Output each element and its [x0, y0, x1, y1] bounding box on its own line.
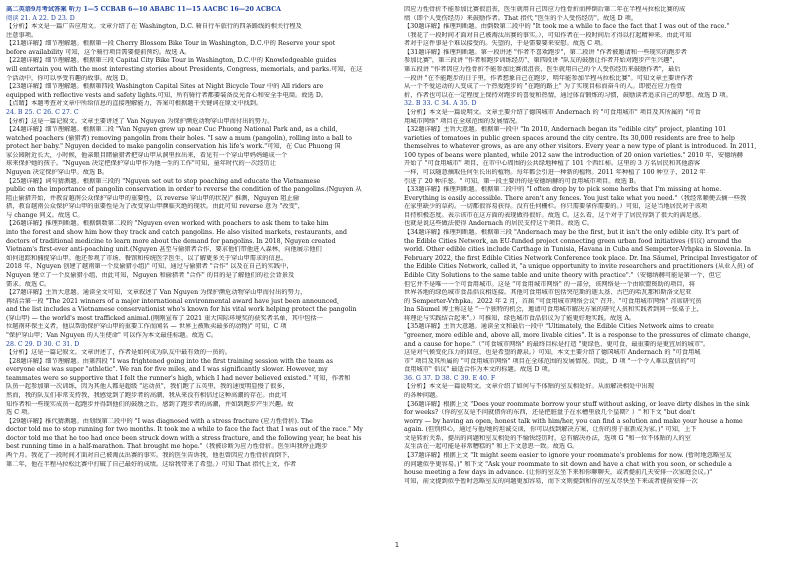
- right-text-line: 【分析】本文是一篇说明文。文章主要介绍了德国城市 Andernach 的 "可食用城市" 项目及其所属的 "可食: [404, 108, 701, 116]
- right-text-line: 一段讲 "在不能跑步的日子里，作者想象自己在跑步，明年能参加半程马拉松比赛"。可知文章主要讲作者: [404, 74, 693, 82]
- left-text-line: 【27题详解】主旨大意题。通读全文可知，文章叙述了 Van Nguyen 为保护濒危动物穿山甲而付出的努力，: [6, 289, 307, 297]
- right-text-line: 可知，前文提到似乎暂时忽略室友的问题更加容易，而下文则提到和你的室友尽快坐下来或者提前安排一次: [404, 477, 698, 485]
- right-text-line: worry — by having an open, honest talk with him/her, you can find a solution and make your house a home: [404, 417, 743, 425]
- left-text-line: 阅读 21. A 22. D 23. D: [6, 14, 75, 22]
- left-text-line: (穿山甲) — the world's most trafficked animal.(刚刚宣布了 2021 重大国际环境奖的获奖者名单，其中包括一: [6, 314, 323, 322]
- right-text-line: 这是对气候变化压力的回应，也是希望的源泉。）可知，本文主要介绍了德国城市 Andernach 的 "可食用城: [404, 349, 701, 357]
- left-text-line: 【分析】这是一篇记叙文。文章主要讲述了 Van Nguyen 为保护濒危动物穿山甲而付出的努力。: [6, 117, 274, 125]
- right-text-line: 世界各地的绿色城市食品倡议相连接。其他可食用城市包括突尼斯的迦太基、古巴的哈瓦那和斯洛文尼亚: [404, 289, 692, 297]
- right-text-line: 友生活在一起可能是非常糟糕的" 和上下文意思一致。故选 G。: [404, 443, 579, 451]
- left-text-line: 再结合第一段 "The 2021 winners of a major international environmental award have just been announced,: [6, 297, 340, 305]
- right-text-line: 将理论与实践结合起来"。）可推知，绿色城市食品倡议为了能更好地实践。故选 A。: [404, 314, 636, 322]
- right-text-line: 的问题似乎更容易。)" 和下文 "Ask your roommate to sit down and have a chat with you soon, or schedule a: [404, 460, 732, 468]
- right-text-line: house meeting a few days in advance. (让你的室友坐下来和你聊聊天，或者提前几天安排一次家庭会议。)": [404, 469, 713, 477]
- right-text-line: （我花了一段时间才面对自己被淘汰出赛的事实。），可知作者在一段时间后才得以打起精神来。由此可知: [404, 31, 692, 39]
- page-number: 1: [394, 541, 400, 549]
- right-text-line: 【32题详解】主旨大意题。根据第一段中 "In 2010, Andernach began its "edible city" project, planting 101: [404, 126, 727, 134]
- right-text-line: the Edible Cities Network, an EU-funded project connecting green urban food initiatives (倡议) around the: [404, 237, 742, 245]
- right-text-line: 【35题详解】主旨大意题。通读全文和最后一段中 "Ultimately, the Edible Cities Network aims to create: [404, 323, 714, 331]
- right-text-line: themselves to whatever grows, as are any other visitors. Every year a new type of plant is introduced. In 2011,: [404, 143, 757, 151]
- left-text-line: 队员一起参加第一次训练，因为其他人都是超级 "运动员"，我们跑了五英里，我的速度明显慢了很多，: [6, 383, 289, 391]
- right-text-line: and a cause for hope."（"可食城市网络" 的最终目标是打造 "更绿色、更可食，最重要的是更宜居的城市"。: [404, 340, 710, 348]
- right-text-line: 从一个不爱运动的人变成了一个热爱跑步的 "在跑的路上" 为了实现目标而奋斗的人。即使在应力性骨: [404, 83, 683, 91]
- right-text-line: 食用城市" 倡议" 最适合作为本文的标题。故选 D 项。: [404, 366, 554, 374]
- left-text-line: Nguyen 建立了一个反偷猎小组，由此可知，Nguyen 和偷猎者 "合作" 的目的是了解他们的社会背景及: [6, 271, 295, 279]
- left-text-line: 2018 年，Nguyen 创建了越南第一个反偷猎小组)" 可知，通过与偷猎者 "合作" 以及在自己的实践中，: [6, 263, 293, 271]
- left-text-line: teammates were so supportive that I felt the runner's high, which I had never believed existed." 可知，作者和: [6, 374, 351, 382]
- left-text-line: doctor told me to stop running for two months. It took me a while to face the fact that I was out of the race." My: [6, 426, 363, 434]
- left-text-line: 高二英语9月考试答案 听力 1—5 CCBAB 6—10 ABABC 11—15 AACBC 16—20 ACBCA: [6, 6, 282, 13]
- left-text-line: 位越南环保主义者，他以帮助保护穿山甲的重要工作而闻名 — 世界上被贩卖最多的动物)" 可知，C 项: [6, 323, 287, 331]
- left-text-line: 【24题详解】细节理解题。根据第二段 "Van Nguyen grew up near Cuc Phuong National Park and, as a child,: [6, 126, 338, 134]
- right-text-line: 也就是说这些做法使得 Andernach 的居民支持这个项目。故选 C。: [404, 220, 593, 228]
- left-text-line: 【21题详解】细节理解题。根据第一段 Cherry Blossom Bike Tour in Washington, D.C.中的 Reserve your spot: [6, 40, 336, 48]
- left-text-line: doctors of traditional medicine to learn more about the demand for pangolins. In 2018, Nguyen created: [6, 237, 336, 245]
- left-text-line: 【29题详解】推代猜测题。由划线第二段中的 "I was diagnosed with a stress fracture (应力性骨折). The: [6, 417, 313, 425]
- right-text-line: 引进了 20 种洋葱。" 可知，第一段主要讲的是安德纳赫的可食用城市项目。故选 B。: [404, 177, 640, 185]
- right-text-line: 【分析】本文是一篇说明文。文章介绍了如何与不体贴的室友相处好。从而解决相处中出现: [404, 383, 654, 391]
- left-text-line: before availability 可知，这个骑行项目需要提前预约。故选 A。: [6, 48, 191, 56]
- left-text-line: 28. C 29. D 30. C 31. D: [6, 340, 80, 348]
- left-text-line: equipped with reflective vests and safety lights.可知，所有骑行者都要装备反光背心和安全手电筒。故选 D。: [6, 91, 328, 99]
- left-text-line: 需求。故选 C。: [6, 280, 51, 288]
- right-text-line: Edible City Solutions to the same table and unite theory with practice"."（安德纳赫可能是第一个，但它: [404, 271, 722, 279]
- right-text-line: 100 types of beans were planted, while 2012 saw the introduction of 20 onion varieties." 2010 年，安德纳赫: [404, 151, 743, 159]
- right-text-line: for weeks?（你的室友是不问就借你的东西，还是把脏盘子在水槽里放几个星期？）" 和下文 "but don't: [404, 409, 696, 417]
- left-text-line: 【28题详解】细节理解题。由第四段 "I was frightened going into the first training session with the team as: [6, 357, 333, 365]
- left-text-line: watched poachers (偷猎者) removing pangolin from their holes. "I saw a mum (pangolin), rolling into a ball to: [6, 134, 352, 142]
- right-text-line: 因应力性骨折不能参加比赛很沮丧，医生就用自己因应力性骨折而摔倒后第二年在半程马拉松比赛的成: [404, 6, 686, 13]
- left-text-line: public on the importance of pangolin conservation in order to reverse the condition of the pangolins.(Nguyen 从: [6, 186, 362, 194]
- right-text-line: again. (但别担心，通过与他/她的坦诚交谈，你可以找到解决方案，让你的房子重新成为家。)" 可知，上下: [404, 426, 697, 434]
- right-text-line: 【36题详解】根据上文 "Does your roommate borrow your stuff without asking, or leave dirty dishes in the sink: [404, 400, 750, 408]
- left-text-line: 24. B 25. C 26. C 27. C: [6, 108, 79, 116]
- left-text-line: and the list includes a Vietnamese conservationist who's known for his vital work helping protect the pangolin: [6, 306, 357, 314]
- right-text-line: 开始了 "可食用城市" 项目，在市中心周围的公共绿地种植了 101 个西红柿。这里的 3 万名居民和其他游客: [404, 160, 701, 168]
- left-text-line: 与 change 同义。故选 C。: [6, 211, 84, 219]
- left-text-line: protect her baby." Nguyen decided to make pangolin conservation his life's work."可知，在 Cuc Phuong 国: [6, 143, 341, 151]
- right-text-line: varieties of tomatoes in public green spaces around the city centre. Its 30,000 residents are free to help: [404, 134, 735, 142]
- right-text-line: 【30题详解】推理判断题。由倒数第二段中的 "It took me a while to face the fact that I was out of the race.": [404, 23, 730, 31]
- right-text-line: Everything is easily accessible. There aren't any fences. You just take what you need."（我经常顺便去摘一些我: [404, 194, 747, 202]
- right-text-line: 36. G 37. D 38. C 39. E 40. F: [404, 374, 496, 382]
- left-text-line: 【分析】本文是一篇广告应用文。文章介绍了在 Washington, D.C. 骑自行车旅行的四条路线的相关行程及: [6, 23, 302, 31]
- right-text-line: 第五段讲 "作者因应力性骨折不能参加比赛很沮丧，医生就用自己的个人受伤经历来鼓励作者"，最后: [404, 66, 681, 74]
- left-text-line: into the forest and show him how they track and catch pangolins. He also visited markets, restaurants, and: [6, 229, 347, 237]
- right-text-line: 【31题详解】推理判断题。第一段讲述 "作者不喜欢跑步"，第二段讲 "作者被邀请和一些现实的跑步者: [404, 48, 688, 56]
- right-text-line: 的 Semperter-Vrhpka。2022 年 2 月，首届 "可食用城市网络会议" 召开。"可食用城市网络" 首席研究员: [404, 297, 702, 305]
- left-text-line: 注意事项。: [6, 31, 38, 39]
- left-text-line: 如何追踪和捕捉穿山甲。他还参观了市场、餐馆和传统医学医生，以了解更多关于穿山甲需求的信息。: [6, 254, 288, 262]
- right-text-line: 一样，可以随意摘取任何生长出的植物。每年都会引进一种新的植物。2011 年种植了 100 种豆子，2012 年: [404, 168, 706, 176]
- right-text-line: world. Other edible cities include Carthage in Tunisia, Havana in Cuba and Semperter-Vrhpka in Slovenia. In: [404, 246, 751, 254]
- right-text-line: "greener, more edible and, above all, more livable cities". It is a response to the pressures of climate change,: [404, 331, 751, 339]
- left-text-line: 【分析】这是一篇记叙文。文章讲述了，作者是如何成为队友中最有效的一员的。: [6, 349, 231, 357]
- left-text-line: Vietnam's first-ever anti-poaching unit.(Nguyen 甚至与偷猎者合作，要求他们带他进入森林，向他展示他们: [6, 246, 322, 254]
- right-text-line: February 2022, the first Edible Cities Network Conference took place. Dr. Ina Säumel, Principal Investigator of: [404, 254, 758, 262]
- left-text-line: doctor told me that he too had once been struck down with a stress fracture, and the following year, he beat his: [6, 434, 362, 442]
- right-text-line: 文是转折关系，提出的问题和室友相处的不愉快经历时，总有解决办法，选项 G "和一位不体贴的人的室: [404, 434, 691, 442]
- right-text-line: 市" 项目及其所属的 "可食用城市网络" 项目在全球范围的发展情况。因此，D 项 "一个令人难以置信的"可: [404, 357, 696, 365]
- left-text-line: "保护穿山甲；Van Nguyen 的人生使命" 可以作为本文最佳标题。故选 C。: [6, 331, 218, 339]
- left-text-line: 家公园附近长大，小时候，他亲眼目睹偷猎者把穿山甲从洞里拉出来，看见有一个穿山甲妈妈蜷成一个: [6, 151, 288, 159]
- right-text-line: 在家里缺少的草药。一切都很容易获得。没有任何栅栏。你只需要拿你需要的。）可知，这是当地居民对于该项: [404, 203, 708, 211]
- left-text-line: 猎，教育越南公众保护穿山甲的重要性是为了改变穿山甲濒临灭绝的现状。由此可知 reverse 意为 "改变"，: [6, 203, 305, 211]
- right-text-line: 32. B 33. C 34. A 35. D: [404, 100, 477, 108]
- left-column: [6, 6, 388, 538]
- right-text-line: 目持积极态度。表示该市在这方面的表现做得很好。故选 C。这么看，这个对于了居民得到了很大的满足感。: [404, 211, 705, 219]
- right-text-line: 【37题详解】根据上文 "It might seem easier to ignore your roommate's problems for now. (暂时地忽略室友: [404, 452, 732, 460]
- right-text-line: 者对于这件事是个难以接受的。失望的，于是需要要来安慰。故选 C 项。: [404, 40, 607, 48]
- left-text-line: best running time in a half-marathon. That brought me hope."（我被诊断为应力性骨折。医生叫我停止跑步: [6, 443, 328, 451]
- left-text-line: Nguyen 决定保护穿山甲。故选 B。: [6, 168, 109, 176]
- right-column: [404, 6, 786, 538]
- right-text-line: 参加比赛"，第三段讲 "作者和跑步训练经历"，第四段讲 "队友的鼓励让作者开始对跑步产生兴趣"，: [404, 57, 679, 65]
- left-text-line: 两个月。我花了一段时间才面对自己被淘汰出赛的事实。我的医生告诉我，他也曾因应力性骨折而倒下，: [6, 452, 294, 460]
- left-text-line: 选 C 项。: [6, 409, 34, 417]
- left-text-line: everyone else was super "athletic". We ran for five miles, and I was significantly slower. However, my: [6, 366, 328, 374]
- left-text-line: 【26题详解】推理判断题。根据倒数第二段的 "Nguyen even worked with poachers to ask them to take him: [6, 220, 329, 228]
- left-text-line: 阻止偷猎开始，并教育越南公众保护穿山甲的重要性，以 reverse 穿山甲的状况)" 推测，Nguyen 阻止偷: [6, 194, 300, 202]
- left-text-line: 【25题详解】词句猜测题。根据第三段的 "Nguyen set out to stop poaching and educate the Vietnamese: [6, 177, 321, 185]
- left-text-line: 第二年，他在半程马拉松比赛中打破了自己最好的成绩。这给我带来了希望。）可知 That 指代上文，作者: [6, 460, 297, 468]
- right-text-line: 用城市网络" 项目在全球范围的发展情况。: [404, 117, 522, 125]
- left-text-line: 然而，我的队友们非常支持我，我感觉到了跑步者的高潮，我从来没有相信过这种高潮的存在。由此可: [6, 392, 288, 400]
- left-text-line: 【点睛】本题考查对文章中所给信息的直接理解能力，答案可根据题干关键词在原文中找到。: [6, 100, 263, 108]
- left-text-line: will entertain you with the most interesting stories about Presidents, Congress, memorials, and parks.可知，在这: [6, 66, 363, 74]
- right-text-line: 折，作者也可以在一定程度上保持对跑步的喜爱和热情，通过体育锻炼的习惯，鼓励读者追求自己的梦想。故选 D 项。: [404, 91, 732, 99]
- right-text-line: 绩（即个人受伤经历）来鼓励作者。That 指代 "医生的个人受伤经历"。故选 D 项。: [404, 14, 638, 22]
- right-text-line: the Edible Cities Network, called it, "a unique opportunity to invite researchers and practitioners (从业人员) of: [404, 263, 754, 271]
- left-text-line: 球来保护她的孩子。"Nguyen 决定把保护穿山甲作为他一生的工作"可知，童年时代的一次经历让: [6, 160, 276, 168]
- left-text-line: 知作者和一些现实成员一起跑步并得到他们的鼓励之后，感到了跑步者的高潮，并如到跑步产生兴趣。故: [6, 400, 294, 408]
- left-text-line: 个活动中，你可以享受有趣的故事。故选 D。: [6, 74, 132, 82]
- left-text-line: 【22题详解】细节理解题。根据第三段 Capital City Bike Tour in Washington, D.C.中的 Knowledgeable guides: [6, 57, 337, 65]
- right-text-line: 的各种问题。: [404, 392, 442, 400]
- right-text-line: 【34题详解】推理判断题。根据第三段 "Andernach may be the first, but it isn't the only edible city. It's part of: [404, 229, 739, 237]
- right-text-line: 【33题详解】推理判断题。根据第二段中的 "I often drop by to pick some herbs that I'm missing at home.: [404, 186, 722, 194]
- right-text-line: Ina Säumel 博士称这是 "一个独特的机会，邀请可食用城市解决方案的研究人员和实践者到同一张桌子上，: [404, 306, 703, 314]
- left-text-line: 【23题详解】细节理解题。根据第四段 Washington Capital Sites at Night Bicycle Tour 中的 All riders are: [6, 83, 324, 91]
- right-text-line: 但它并不是唯一一个可食用城市。这是 "可食用城市网络" 的一部分，该网络是一个由欧盟资助的项目，将: [404, 280, 695, 288]
